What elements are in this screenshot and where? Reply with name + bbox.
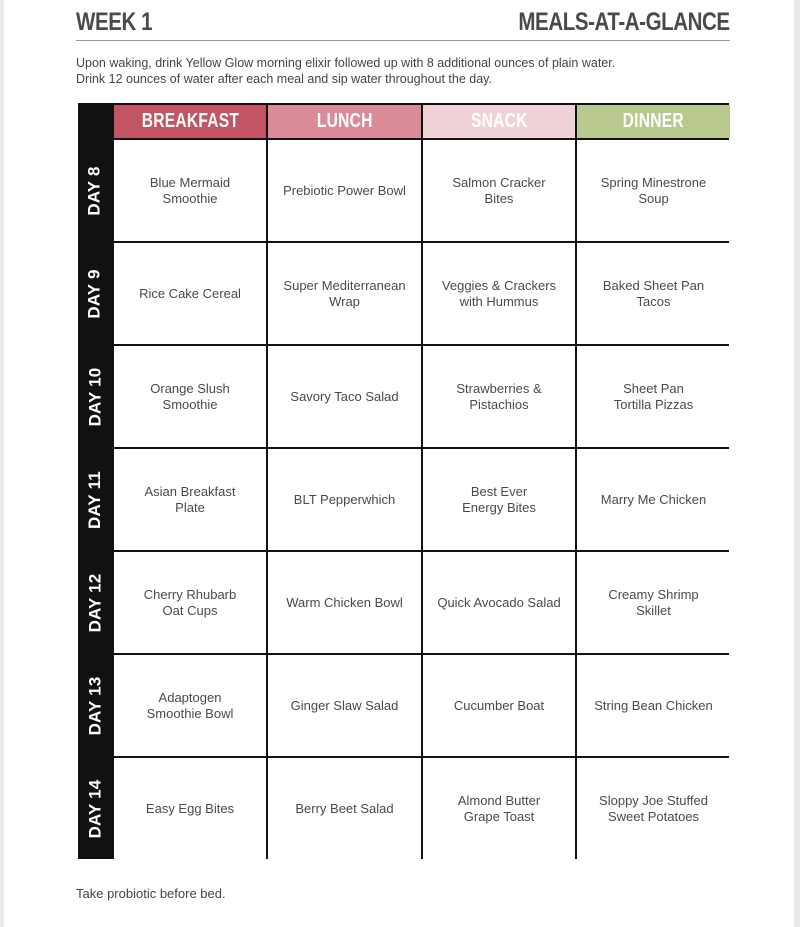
day-label xyxy=(78,346,112,447)
meal-cell: Salmon Cracker Bites xyxy=(423,140,575,241)
meal-cell: Savory Taco Salad xyxy=(268,346,421,447)
footer-note: Take probiotic before bed. xyxy=(76,886,226,901)
meal-cell: Sloppy Joe Stuffed Sweet Potatoes xyxy=(577,758,730,859)
meal-cell: String Bean Chicken xyxy=(577,655,730,756)
day-label-text: DAY 12 xyxy=(85,573,105,632)
intro-line: Drink 12 ounces of water after each meal and sip water throughout the day. xyxy=(76,72,492,86)
meal-cell: Cucumber Boat xyxy=(423,655,575,756)
column-header-snack xyxy=(423,105,575,138)
meal-cell: Veggies & Crackers with Hummus xyxy=(423,243,575,344)
table-corner xyxy=(78,103,112,138)
meal-cell: Rice Cake Cereal xyxy=(114,243,266,344)
meal-cell: Baked Sheet Pan Tacos xyxy=(577,243,730,344)
intro-instructions xyxy=(76,55,736,87)
meal-cell: Best Ever Energy Bites xyxy=(423,449,575,550)
day-label-text: DAY 8 xyxy=(85,165,105,216)
column-header-label: DINNER xyxy=(622,110,685,132)
meal-cell: Sheet Pan Tortilla Pizzas xyxy=(577,346,730,447)
day-label-text: DAY 10 xyxy=(85,367,105,426)
column-header-breakfast xyxy=(114,105,266,138)
day-label xyxy=(78,449,112,550)
meal-table xyxy=(78,103,729,859)
meal-plan-page xyxy=(4,0,794,927)
column-header-label: SNACK xyxy=(470,110,528,132)
meal-cell: Spring Minestrone Soup xyxy=(577,140,730,241)
meal-cell: Prebiotic Power Bowl xyxy=(268,140,421,241)
column-header-label: LUNCH xyxy=(316,110,373,132)
day-label-text: DAY 13 xyxy=(85,676,105,735)
meal-cell: Marry Me Chicken xyxy=(577,449,730,550)
column-header-lunch xyxy=(268,105,421,138)
day-label-text: DAY 9 xyxy=(85,268,105,319)
meal-cell: Super Mediterranean Wrap xyxy=(268,243,421,344)
day-label-text: DAY 11 xyxy=(85,470,105,529)
page-header xyxy=(76,8,730,41)
column-header-dinner xyxy=(577,105,730,138)
meal-cell: Asian Breakfast Plate xyxy=(114,449,266,550)
meal-cell: Cherry Rhubarb Oat Cups xyxy=(114,552,266,653)
meal-cell: Easy Egg Bites xyxy=(114,758,266,859)
week-title: WEEK 1 xyxy=(76,8,153,36)
column-header-label: BREAKFAST xyxy=(141,110,239,132)
meal-cell: Blue Mermaid Smoothie xyxy=(114,140,266,241)
day-label xyxy=(78,655,112,756)
day-label xyxy=(78,552,112,653)
meal-cell: Orange Slush Smoothie xyxy=(114,346,266,447)
meal-cell: Strawberries & Pistachios xyxy=(423,346,575,447)
page-title: MEALS-AT-A-GLANCE xyxy=(518,8,730,36)
day-label xyxy=(78,243,112,344)
meal-cell: Creamy Shrimp Skillet xyxy=(577,552,730,653)
meal-cell: Warm Chicken Bowl xyxy=(268,552,421,653)
meal-cell: Quick Avocado Salad xyxy=(423,552,575,653)
meal-cell: BLT Pepperwhich xyxy=(268,449,421,550)
day-label-text: DAY 14 xyxy=(85,779,105,838)
meal-cell: Berry Beet Salad xyxy=(268,758,421,859)
intro-line: Upon waking, drink Yellow Glow morning elixir followed up with 8 additional ounces of plain water. xyxy=(76,56,616,70)
meal-cell: Almond Butter Grape Toast xyxy=(423,758,575,859)
day-label xyxy=(78,140,112,241)
day-label xyxy=(78,758,112,859)
meal-cell: Adaptogen Smoothie Bowl xyxy=(114,655,266,756)
meal-cell: Ginger Slaw Salad xyxy=(268,655,421,756)
